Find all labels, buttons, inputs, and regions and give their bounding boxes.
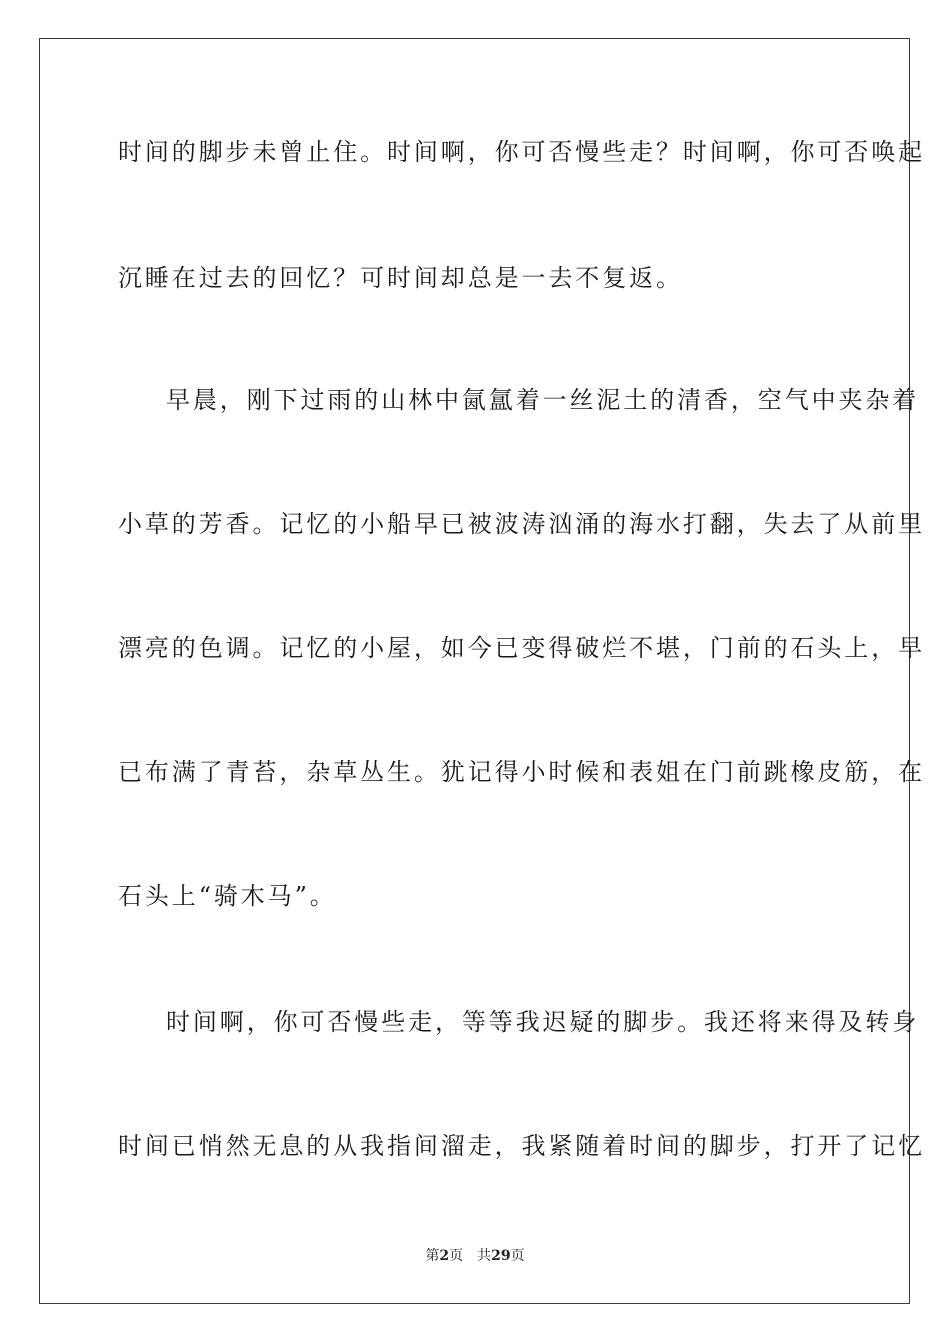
text-line-2: 沉睡在过去的回忆？可时间却总是一去不复返。 [118, 264, 683, 292]
total-prefix: 共 [477, 1248, 492, 1264]
page-total: 29 [491, 1248, 511, 1264]
text-line-9: 时间已悄然无息的从我指间溜走，我紧随着时间的脚步，打开了记忆 [118, 1132, 925, 1160]
text-line-4: 小草的芳香。记忆的小船早已被波涛汹涌的海水打翻，失去了从前里 [118, 510, 925, 538]
text-line-8: 时间啊，你可否慢些走，等等我迟疑的脚步。我还将来得及转身 [166, 1008, 920, 1036]
text-line-1: 时间的脚步未曾止住。时间啊，你可否慢些走？时间啊，你可否唤起 [118, 138, 925, 166]
text-line-6: 已布满了青苔，杂草丛生。犹记得小时候和表姐在门前跳橡皮筋，在 [118, 758, 925, 786]
text-line-5: 漂亮的色调。记忆的小屋，如今已变得破烂不堪，门前的石头上，早 [118, 634, 925, 662]
text-line-7: 石头上“骑木马”。 [118, 882, 337, 910]
page-footer [0, 1246, 950, 1266]
page-suffix: 页 [449, 1248, 464, 1264]
page-current: 2 [439, 1248, 450, 1264]
page-prefix: 第 [425, 1248, 440, 1264]
text-line-3: 早晨，刚下过雨的山林中氤氲着一丝泥土的清香，空气中夹杂着 [166, 386, 920, 414]
page-border [39, 38, 925, 1304]
total-suffix: 页 [510, 1248, 525, 1264]
